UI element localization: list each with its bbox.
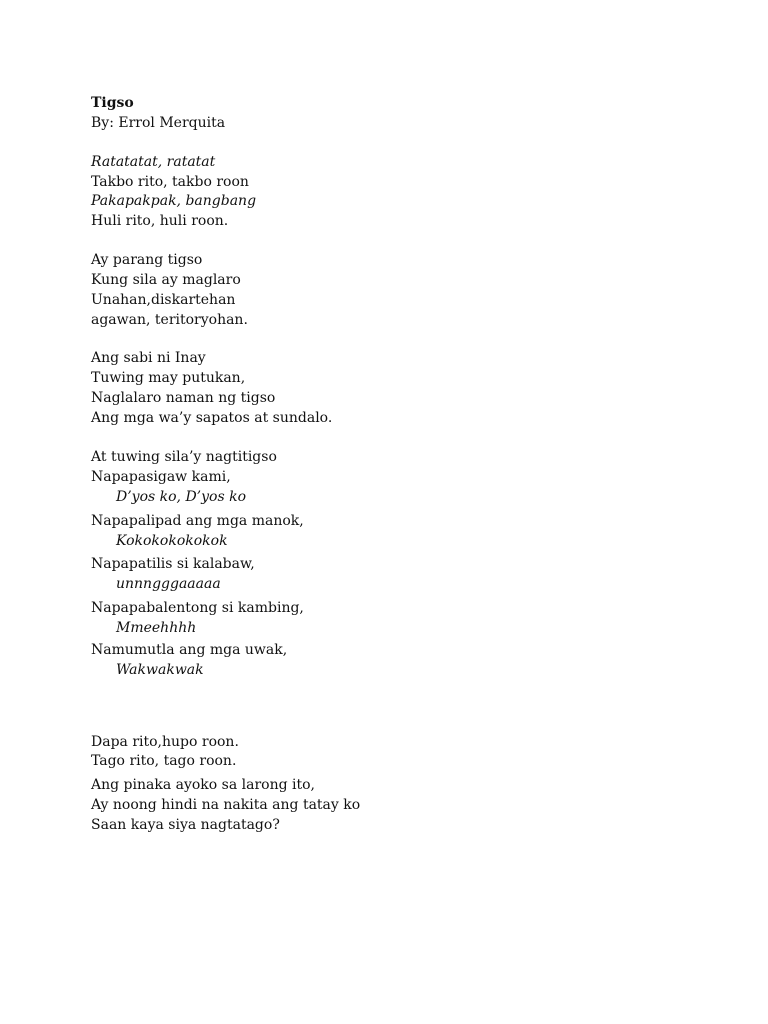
poem-line: Pakapakpak, bangbang xyxy=(91,193,257,209)
poem-line: Napapasigaw kami, xyxy=(91,469,231,485)
poem-line: Ang sabi ni Inay xyxy=(91,350,206,366)
poem-sound-line: Wakwakwak xyxy=(116,662,204,678)
poem-line: agawan, teritoryohan. xyxy=(91,312,248,328)
poem-line: Ratatatat, ratatat xyxy=(91,154,216,170)
poem-line: Naglalaro naman ng tigso xyxy=(91,390,276,406)
poem-line: Unahan,diskartehan xyxy=(91,292,236,308)
poem-line: Namumutla ang mga uwak, xyxy=(91,642,288,658)
poem-line: Kung sila ay maglaro xyxy=(91,272,241,288)
poem-title: Tigso xyxy=(91,95,134,111)
poem-line: At tuwing sila’y nagtitigso xyxy=(91,449,277,465)
poem-sound-line: D’yos ko, D’yos ko xyxy=(116,489,247,505)
poem-line: Takbo rito, takbo roon xyxy=(91,174,249,190)
poem-line: Tuwing may putukan, xyxy=(91,370,246,386)
poem-line: Huli rito, huli roon. xyxy=(91,213,229,229)
poem-line: Dapa rito,hupo roon. xyxy=(91,734,239,750)
poem-line: Saan kaya siya nagtatago? xyxy=(91,817,280,833)
poem-line: Napapalipad ang mga manok, xyxy=(91,513,304,529)
poem-sound-line: unnngggaaaaa xyxy=(116,576,221,592)
poem-line: Ang pinaka ayoko sa larong ito, xyxy=(91,777,316,793)
poem-line: Tago rito, tago roon. xyxy=(91,753,237,769)
poem-author: By: Errol Merquita xyxy=(91,115,226,131)
poem-line: Ay noong hindi na nakita ang tatay ko xyxy=(91,797,361,813)
poem-line: Napapabalentong si kambing, xyxy=(91,600,304,616)
poem-line: Ang mga wa’y sapatos at sundalo. xyxy=(91,410,333,426)
poem-sound-line: Mmeehhhh xyxy=(116,620,197,636)
poem-line: Ay parang tigso xyxy=(91,252,203,268)
poem-line: Napapatilis si kalabaw, xyxy=(91,556,255,572)
poem-sound-line: Kokokokokokok xyxy=(116,533,228,549)
